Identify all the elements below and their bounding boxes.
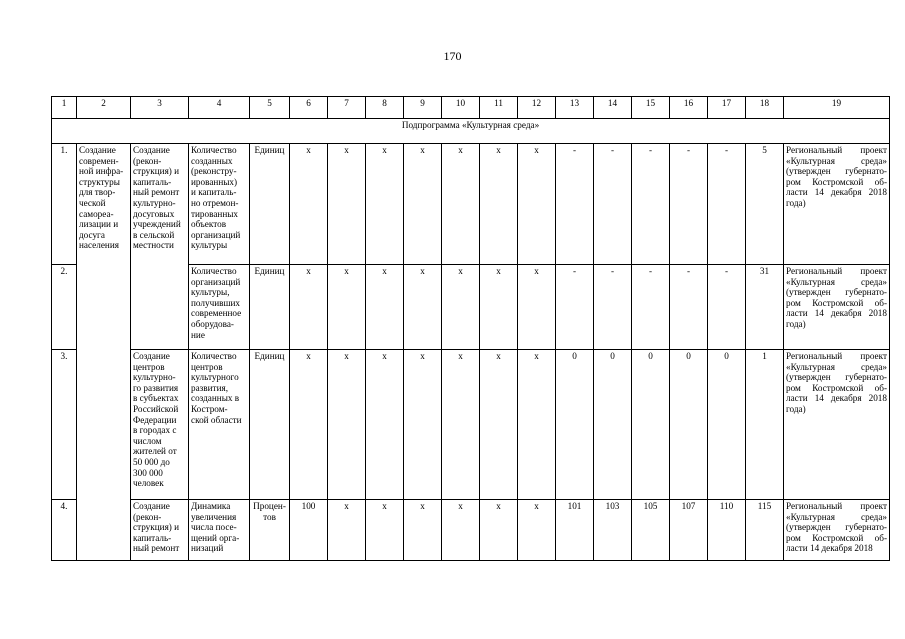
- value-cell: х: [442, 350, 480, 500]
- header-cell: 10: [442, 97, 480, 119]
- table-row: [52, 350, 890, 500]
- value-cell: х: [328, 350, 366, 500]
- subprogram-title: Подпрограмма «Культурная среда»: [52, 119, 890, 144]
- header-cell: 4: [189, 97, 250, 119]
- row-number: 4.: [52, 500, 77, 561]
- unit-cell: Процен- тов: [250, 500, 290, 561]
- value-cell: х: [328, 265, 366, 350]
- value-cell: х: [404, 144, 442, 265]
- activity-cell: Создание (рекон- струкция) и капиталь- ный ремонт культурно- досуговых учреждений в сельской местности: [131, 144, 189, 350]
- header-row: [52, 97, 890, 119]
- value-cell: х: [328, 144, 366, 265]
- value-cell: х: [442, 500, 480, 561]
- header-cell: 16: [670, 97, 708, 119]
- value-cell: 0: [708, 350, 746, 500]
- subprogram-row: [52, 119, 890, 144]
- value-cell: 105: [632, 500, 670, 561]
- indicator-cell: Динамика увеличения числа посе- щений орга- низаций: [189, 500, 250, 561]
- table-row: [52, 500, 890, 561]
- value-cell: -: [594, 144, 632, 265]
- unit-cell: Единиц: [250, 144, 290, 265]
- value-cell: 103: [594, 500, 632, 561]
- value-cell: х: [442, 144, 480, 265]
- value-cell: х: [518, 500, 556, 561]
- value-cell: х: [290, 265, 328, 350]
- value-cell: -: [632, 265, 670, 350]
- value-cell: -: [670, 144, 708, 265]
- value-cell: 0: [594, 350, 632, 500]
- value-cell: 101: [556, 500, 594, 561]
- header-cell: 15: [632, 97, 670, 119]
- value-cell: 110: [708, 500, 746, 561]
- value-cell: х: [290, 144, 328, 265]
- value-cell: х: [480, 144, 518, 265]
- header-cell: 14: [594, 97, 632, 119]
- value-cell: х: [518, 144, 556, 265]
- row-number: 3.: [52, 350, 77, 500]
- value-cell: 0: [632, 350, 670, 500]
- note-cell: Региональный проект «Культурная среда» (утвержден губернато-ром Костромской об-ласти 14 декабря 2018 года): [784, 265, 890, 350]
- page-number: 170: [443, 49, 462, 63]
- note-cell: Региональный проект «Культурная среда» (утвержден губернато-ром Костромской об-ласти 14 декабря 2018 года): [784, 350, 890, 500]
- indicator-cell: Количество организаций культуры, получивших современное оборудова- ние: [189, 265, 250, 350]
- value-cell: х: [404, 500, 442, 561]
- header-cell: 17: [708, 97, 746, 119]
- goal-cell: Создание современ- ной инфра- структуры для твор- ческой самореа- лизации и досуга населения: [77, 144, 131, 561]
- header-cell: 19: [784, 97, 890, 119]
- value-cell: х: [518, 350, 556, 500]
- value-cell: х: [480, 350, 518, 500]
- activity-cell: Создание центров культурно- го развития в субъектах Российской Федерации в городах с числом жителей от 50 000 до 300 000 человек: [131, 350, 189, 500]
- value-cell: х: [366, 265, 404, 350]
- unit-cell: Единиц: [250, 265, 290, 350]
- row-number: 1.: [52, 144, 77, 265]
- indicator-cell: Количество центров культурного развития, созданных в Костром- ской области: [189, 350, 250, 500]
- value-cell: -: [556, 144, 594, 265]
- value-cell: х: [404, 350, 442, 500]
- value-cell: 31: [746, 265, 784, 350]
- header-cell: 7: [328, 97, 366, 119]
- indicators-table: [51, 96, 890, 561]
- value-cell: 0: [556, 350, 594, 500]
- header-cell: 6: [290, 97, 328, 119]
- activity-cell: Создание (рекон- струкция) и капиталь- ный ремонт: [131, 500, 189, 561]
- header-cell: 12: [518, 97, 556, 119]
- note-cell: Региональный проект «Культурная среда» (утвержден губернато-ром Костромской об-ласти 14 декабря 2018: [784, 500, 890, 561]
- value-cell: х: [404, 265, 442, 350]
- value-cell: х: [480, 265, 518, 350]
- value-cell: х: [366, 144, 404, 265]
- header-cell: 5: [250, 97, 290, 119]
- unit-cell: Единиц: [250, 350, 290, 500]
- header-cell: 3: [131, 97, 189, 119]
- header-cell: 11: [480, 97, 518, 119]
- value-cell: х: [480, 500, 518, 561]
- value-cell: 115: [746, 500, 784, 561]
- value-cell: -: [708, 144, 746, 265]
- value-cell: 100: [290, 500, 328, 561]
- header-cell: 9: [404, 97, 442, 119]
- value-cell: х: [518, 265, 556, 350]
- note-cell: Региональный проект «Культурная среда» (утвержден губернато-ром Костромской об-ласти 14 декабря 2018 года): [784, 144, 890, 265]
- header-cell: 1: [52, 97, 77, 119]
- header-cell: 18: [746, 97, 784, 119]
- value-cell: 5: [746, 144, 784, 265]
- value-cell: -: [594, 265, 632, 350]
- header-cell: 8: [366, 97, 404, 119]
- row-number: 2.: [52, 265, 77, 350]
- header-cell: 13: [556, 97, 594, 119]
- value-cell: 107: [670, 500, 708, 561]
- value-cell: -: [632, 144, 670, 265]
- table-row: [52, 144, 890, 265]
- value-cell: х: [290, 350, 328, 500]
- value-cell: 0: [670, 350, 708, 500]
- value-cell: х: [366, 500, 404, 561]
- value-cell: х: [328, 500, 366, 561]
- value-cell: х: [366, 350, 404, 500]
- value-cell: -: [556, 265, 594, 350]
- value-cell: х: [442, 265, 480, 350]
- value-cell: -: [670, 265, 708, 350]
- value-cell: -: [708, 265, 746, 350]
- header-cell: 2: [77, 97, 131, 119]
- value-cell: 1: [746, 350, 784, 500]
- indicator-cell: Количество созданных (реконстру- ированных) и капиталь- но отремон- тированных объектов организаций культуры: [189, 144, 250, 265]
